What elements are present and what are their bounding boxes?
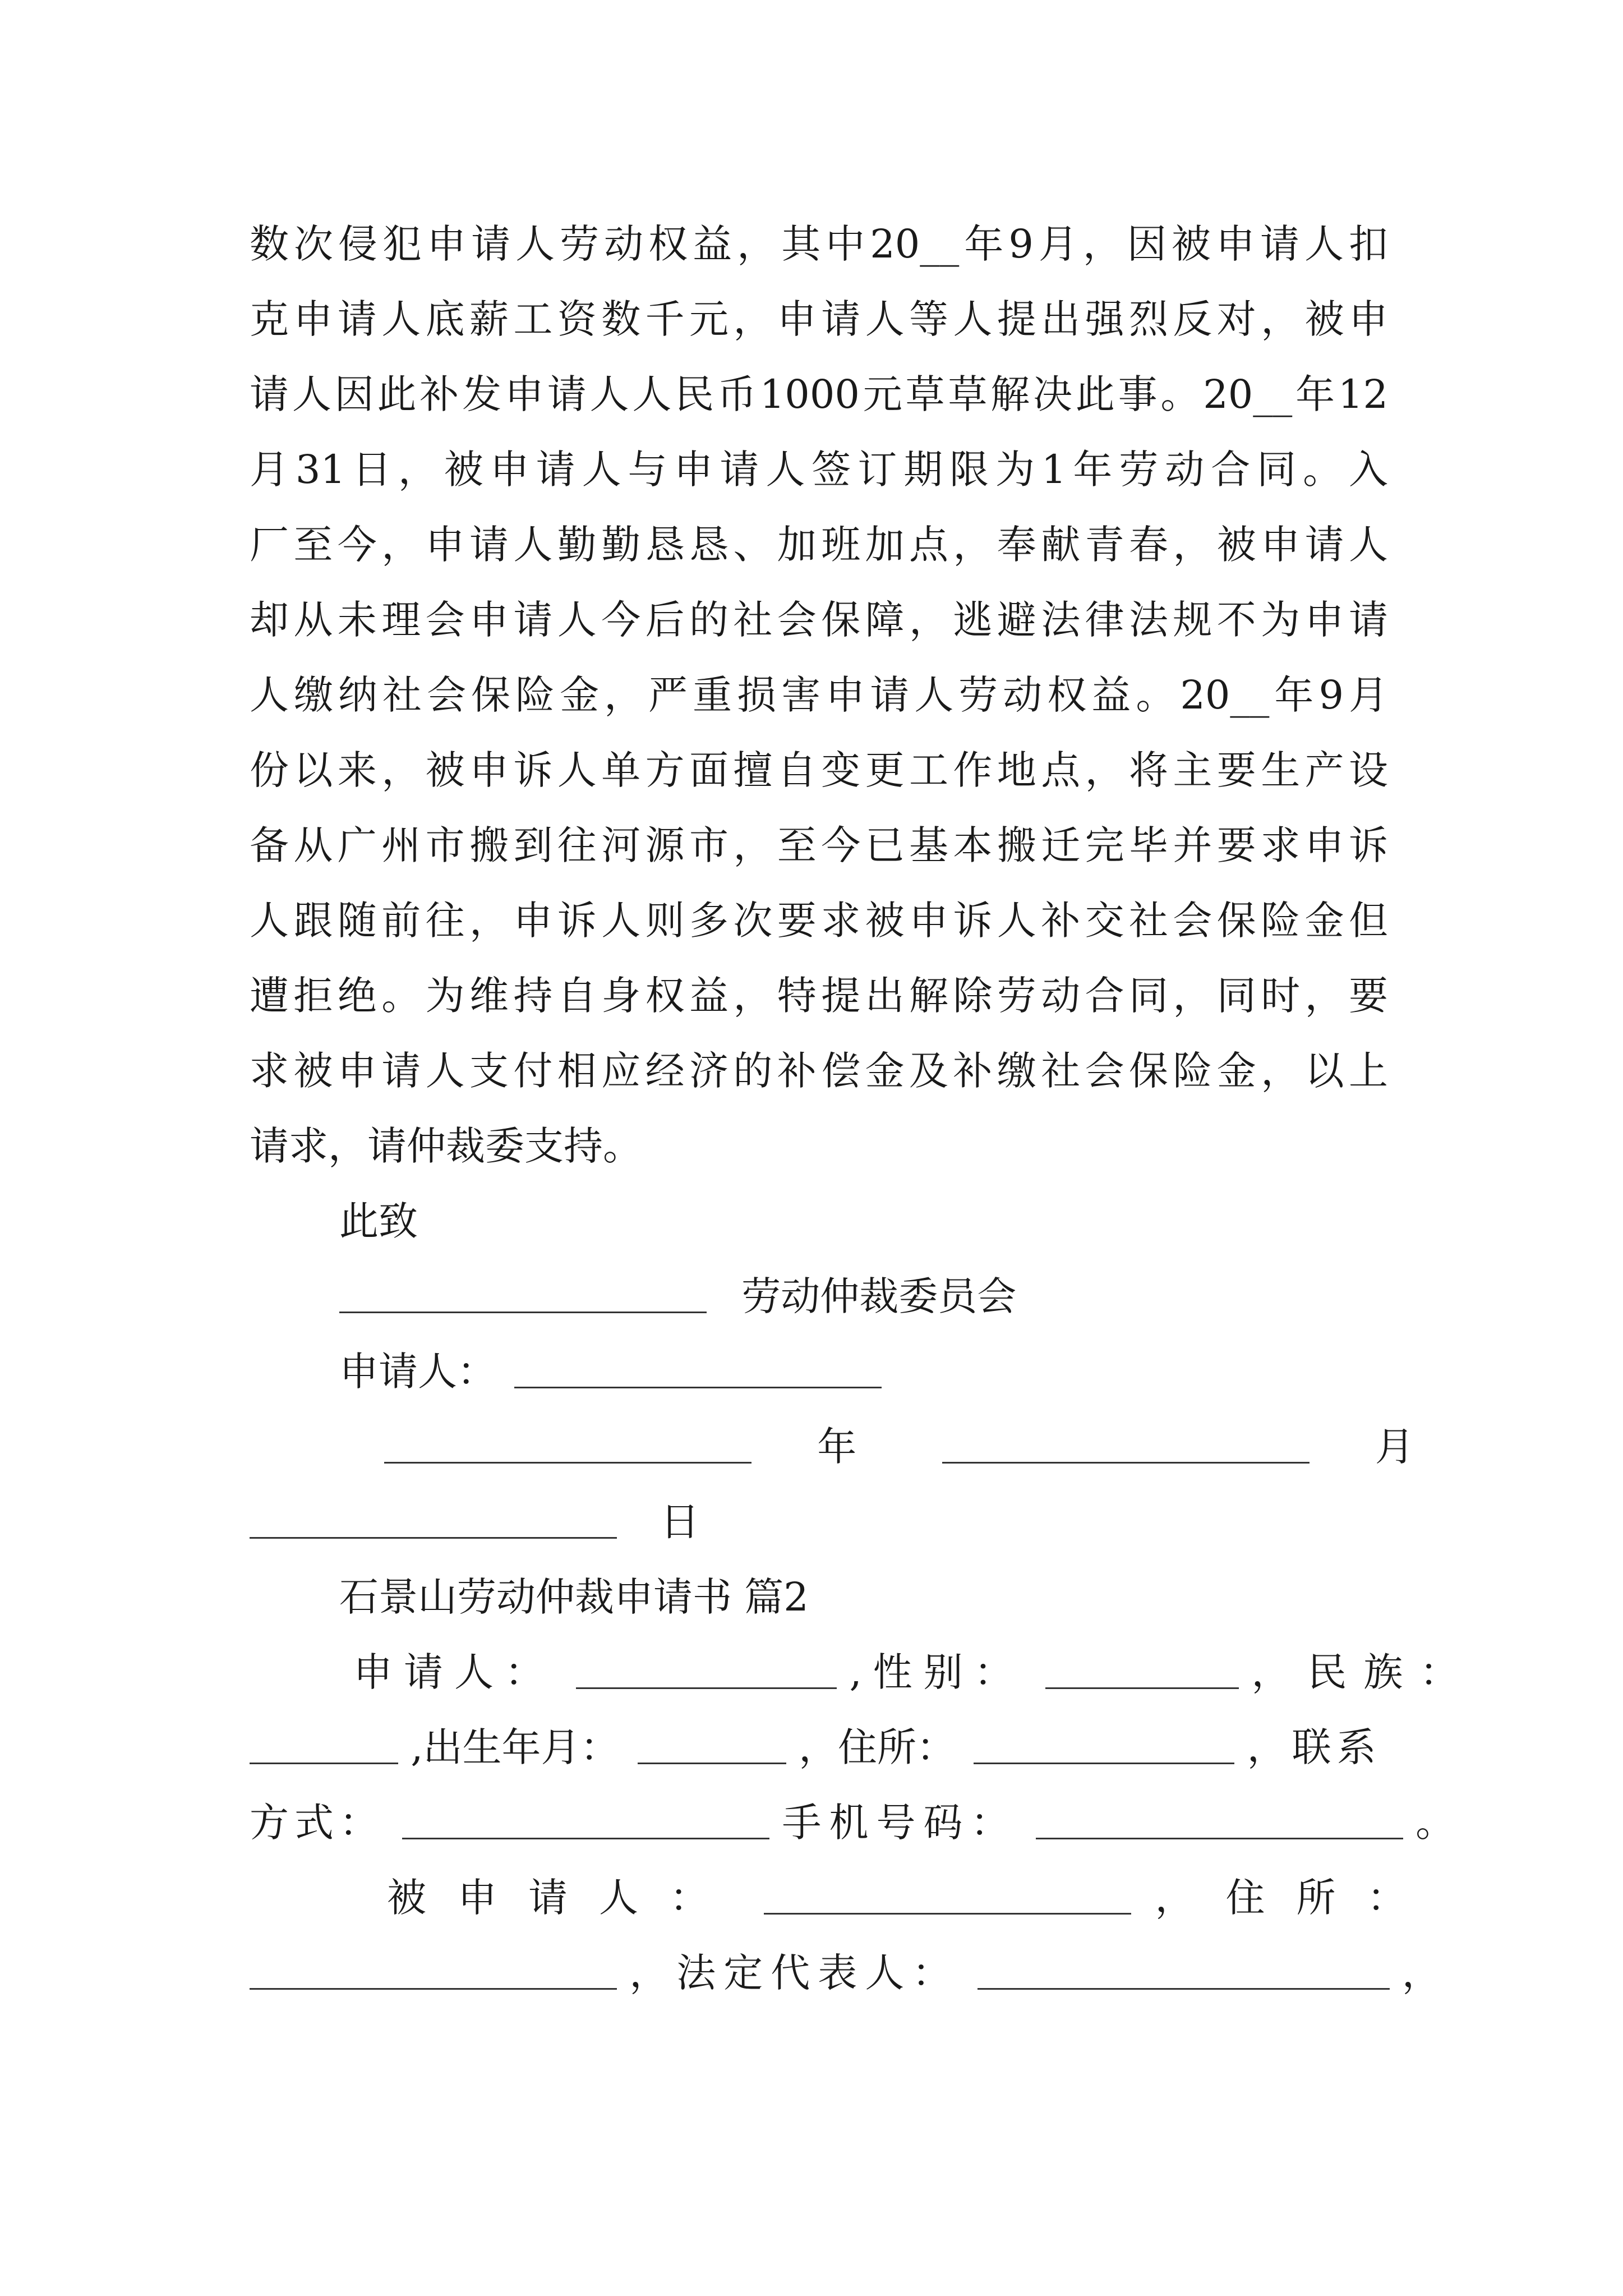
applicant-label: 申请人： xyxy=(353,1649,555,1695)
respondent-residence-blank[interactable] xyxy=(250,1948,617,1990)
body-line-4: 月31日，被申请人与申请人签订期限为1年劳动合同。入 xyxy=(250,447,1388,493)
contact-label: ，联系 xyxy=(1247,1724,1382,1770)
legal-rep-blank[interactable] xyxy=(978,1948,1390,1990)
gender-label: ,性别： xyxy=(849,1649,1025,1695)
body-line-5: 厂至今，申请人勤勤恳恳、加班加点，奉献青春，被申请人 xyxy=(250,522,1388,568)
birth-label: ,出生年月： xyxy=(411,1724,620,1770)
respondent-label: 被申请人： xyxy=(387,1875,740,1921)
date-line xyxy=(250,1413,1414,1480)
phone-label: 手机号码： xyxy=(782,1800,1018,1846)
contact-label-2: 方式： xyxy=(250,1800,384,1846)
section-title: 石景山劳动仲裁申请书 篇2 xyxy=(339,1574,809,1620)
respondent-line-1 xyxy=(387,1864,1438,1931)
body-line-3: 请人因此补发申请人人民币1000元草草解决此事。20__年12 xyxy=(250,371,1388,417)
body-line-10: 人跟随前往，申诉人则多次要求被申诉人补交社会保险金但 xyxy=(250,898,1388,944)
applicant-sign-line xyxy=(339,1338,1388,1405)
respondent-residence-label: ，住所： xyxy=(1155,1875,1438,1921)
committee-label: 劳动仲裁委员会 xyxy=(741,1273,1017,1319)
contact-blank[interactable] xyxy=(402,1797,769,1839)
applicant-info-line-2 xyxy=(250,1714,1388,1781)
applicant-sign-label: 申请人： xyxy=(339,1349,496,1395)
committee-line xyxy=(339,1263,1388,1330)
applicant-info-line-3 xyxy=(250,1789,1455,1856)
day-line xyxy=(250,1488,1388,1556)
residence-blank[interactable] xyxy=(974,1722,1234,1764)
body-line-11: 遭拒绝。为维持自身权益，特提出解除劳动合同，同时，要 xyxy=(250,973,1388,1019)
body-line-13: 请求，请仲裁委支持。 xyxy=(250,1123,642,1169)
body-line-9: 备从广州市搬到往河源市，至今已基本搬迁完毕并要求申诉 xyxy=(250,822,1388,868)
month-label: 月 xyxy=(1375,1424,1414,1470)
body-line-6: 却从未理会申请人今后的社会保障，逃避法律法规不为申请 xyxy=(250,597,1388,643)
respondent-name-blank[interactable] xyxy=(764,1872,1131,1915)
respondent-line-2 xyxy=(250,1939,1441,2007)
day-blank[interactable] xyxy=(250,1497,617,1539)
body-line-12: 求被申请人支付相应经济的补偿金及补缴社会保险金，以上 xyxy=(250,1048,1388,1094)
applicant-info-line-1 xyxy=(353,1639,1476,1706)
birth-blank[interactable] xyxy=(638,1722,786,1764)
ethnicity-blank[interactable] xyxy=(250,1722,398,1764)
body-line-7: 人缴纳社会保险金，严重损害申请人劳动权益。20__年9月 xyxy=(250,672,1388,718)
trailing-comma: ， xyxy=(1401,1950,1441,1996)
body-line-1: 数次侵犯申请人劳动权益，其中20__年9月，因被申请人扣 xyxy=(250,221,1388,267)
applicant-name-blank[interactable] xyxy=(576,1647,837,1689)
gender-blank[interactable] xyxy=(1045,1647,1239,1689)
committee-blank[interactable] xyxy=(339,1271,707,1313)
phone-blank[interactable] xyxy=(1036,1797,1403,1839)
residence-label: ，住所： xyxy=(799,1724,956,1770)
year-blank[interactable] xyxy=(384,1421,751,1464)
legal-rep-label: ，法定代表人： xyxy=(629,1950,960,1996)
salutation: 此致 xyxy=(339,1198,418,1244)
body-line-8: 份以来，被申诉人单方面擅自变更工作地点，将主要生产设 xyxy=(250,747,1388,793)
year-label: 年 xyxy=(817,1424,857,1470)
month-blank[interactable] xyxy=(942,1421,1310,1464)
day-label: 日 xyxy=(660,1499,700,1545)
applicant-sign-blank[interactable] xyxy=(514,1346,882,1388)
body-line-2: 克申请人底薪工资数千元，申请人等人提出强烈反对，被申 xyxy=(250,296,1388,342)
period: 。 xyxy=(1415,1800,1455,1846)
ethnicity-label: ，民族： xyxy=(1251,1649,1476,1695)
